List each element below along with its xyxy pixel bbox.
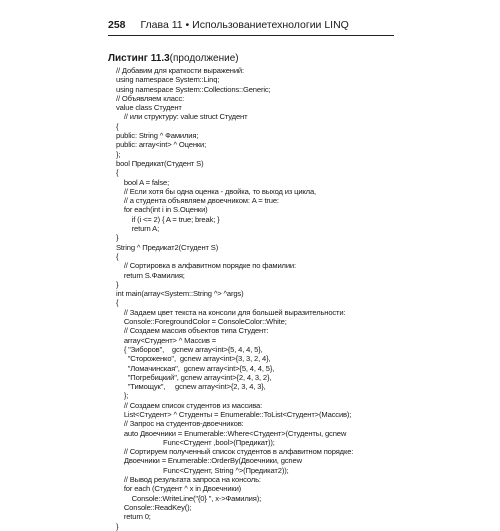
code-line: bool A = false; xyxy=(116,177,170,187)
code-line: array<Студент> ^ Массив = xyxy=(116,335,217,345)
code-line: bool Предикат(Студент S) xyxy=(116,158,204,168)
code-line: using namespace System::Linq; xyxy=(116,75,220,85)
code-line: "Ломачинская", gcnew array<int>{5, 4, 4, 5}, xyxy=(116,363,275,373)
code-line: // или структуру: value struct Студент xyxy=(116,112,248,122)
code-line: return S.Фамилия; xyxy=(116,270,185,280)
code-line: // Запрос на студентов-двоечников: xyxy=(116,419,244,429)
code-line: } xyxy=(116,233,119,243)
code-line: // Сортировка в алфавитном порядке по фамилии: xyxy=(116,261,296,271)
code-line: value class Студент xyxy=(116,103,182,113)
code-line: return A; xyxy=(116,224,160,234)
code-line: { xyxy=(116,168,119,178)
listing-note: (продолжение) xyxy=(169,53,239,64)
page-header xyxy=(108,19,349,31)
code-line: List<Студент> ^ Студенты = Enumerable::ToList<Студент>(Массив); xyxy=(116,409,352,419)
code-line: // Объявляем класс: xyxy=(116,93,185,103)
code-line: // Сортируем полученный список студентов в алфавитном порядке: xyxy=(116,447,354,457)
code-line: using namespace System::Collections::Generic; xyxy=(116,84,271,94)
code-line: { xyxy=(116,121,119,131)
code-line: }; xyxy=(116,391,129,401)
code-line: }; xyxy=(116,149,121,159)
code-line: { xyxy=(116,251,119,261)
code-line: Двоечники = Enumerable::OrderBy(Двоечники, gcnew xyxy=(116,456,302,466)
code-line: } xyxy=(116,521,119,531)
code-line: for each (Студент ^ x in Двоечники) xyxy=(116,484,242,494)
code-line: for each(int i in S.Оценки) xyxy=(116,205,208,215)
running-title: Глава 11 • Использованиетехнологии LINQ xyxy=(140,19,349,31)
code-line: // Создаем список студентов из массива: xyxy=(116,400,263,410)
listing-label: Листинг 11.3 xyxy=(108,53,170,64)
code-line: { xyxy=(116,298,119,308)
code-line: "Тимощук", gcnew array<int>{2, 3, 4, 3}, xyxy=(116,382,266,392)
code-line: "Погребицкий", gcnew array<int>{2, 4, 3, 2}, xyxy=(116,372,272,382)
code-line: public: array<int> ^ Оценки; xyxy=(116,140,207,150)
code-line: // Добавим для краткости выражений: xyxy=(116,66,244,75)
code-line: String ^ Предикат2(Студент S) xyxy=(116,242,219,252)
code-line: // Создаем массив объектов типа Студент: xyxy=(116,326,269,336)
code-line: // Вывод результата запроса на консоль: xyxy=(116,475,261,485)
code-line: public: String ^ Фамилия; xyxy=(116,131,199,141)
code-line: int main(array<System::String ^> ^args) xyxy=(116,289,244,299)
code-line: Console::ReadKey(); xyxy=(116,502,192,512)
code-line: Console::ForegroundColor = ConsoleColor::White; xyxy=(116,317,287,327)
code-line: } xyxy=(116,279,119,289)
code-line: if (i <= 2) { A = true; break; } xyxy=(116,214,220,224)
code-line: { "Зиборов", gcnew array<int>{5, 4, 4, 5}, xyxy=(116,344,263,354)
header-rule xyxy=(108,35,394,36)
listing-title xyxy=(108,53,239,64)
code-line: Func<Студент, String ^>(Предикат2)); xyxy=(116,465,289,475)
code-line: auto Двоечники = Enumerable::Where<Студент>(Студенты, gcnew xyxy=(116,428,347,438)
code-line: // а студента объявляем двоечником: A = true: xyxy=(116,196,279,206)
code-line: "Стороженко", gcnew array<int>{3, 3, 2, 4}, xyxy=(116,354,271,364)
code-line: Func<Студент ,bool>(Предикат)); xyxy=(116,437,275,447)
code-line: Console::WriteLine("{0} ", x->Фамилия); xyxy=(116,493,262,503)
code-line: return 0; xyxy=(116,512,151,522)
code-line: // Если хотя бы одна оценка - двойка, то выход из цикла, xyxy=(116,186,316,196)
code-listing xyxy=(116,66,353,531)
page-number: 258 xyxy=(108,19,126,31)
code-line: // Задаем цвет текста на консоли для большей выразительности: xyxy=(116,307,346,317)
